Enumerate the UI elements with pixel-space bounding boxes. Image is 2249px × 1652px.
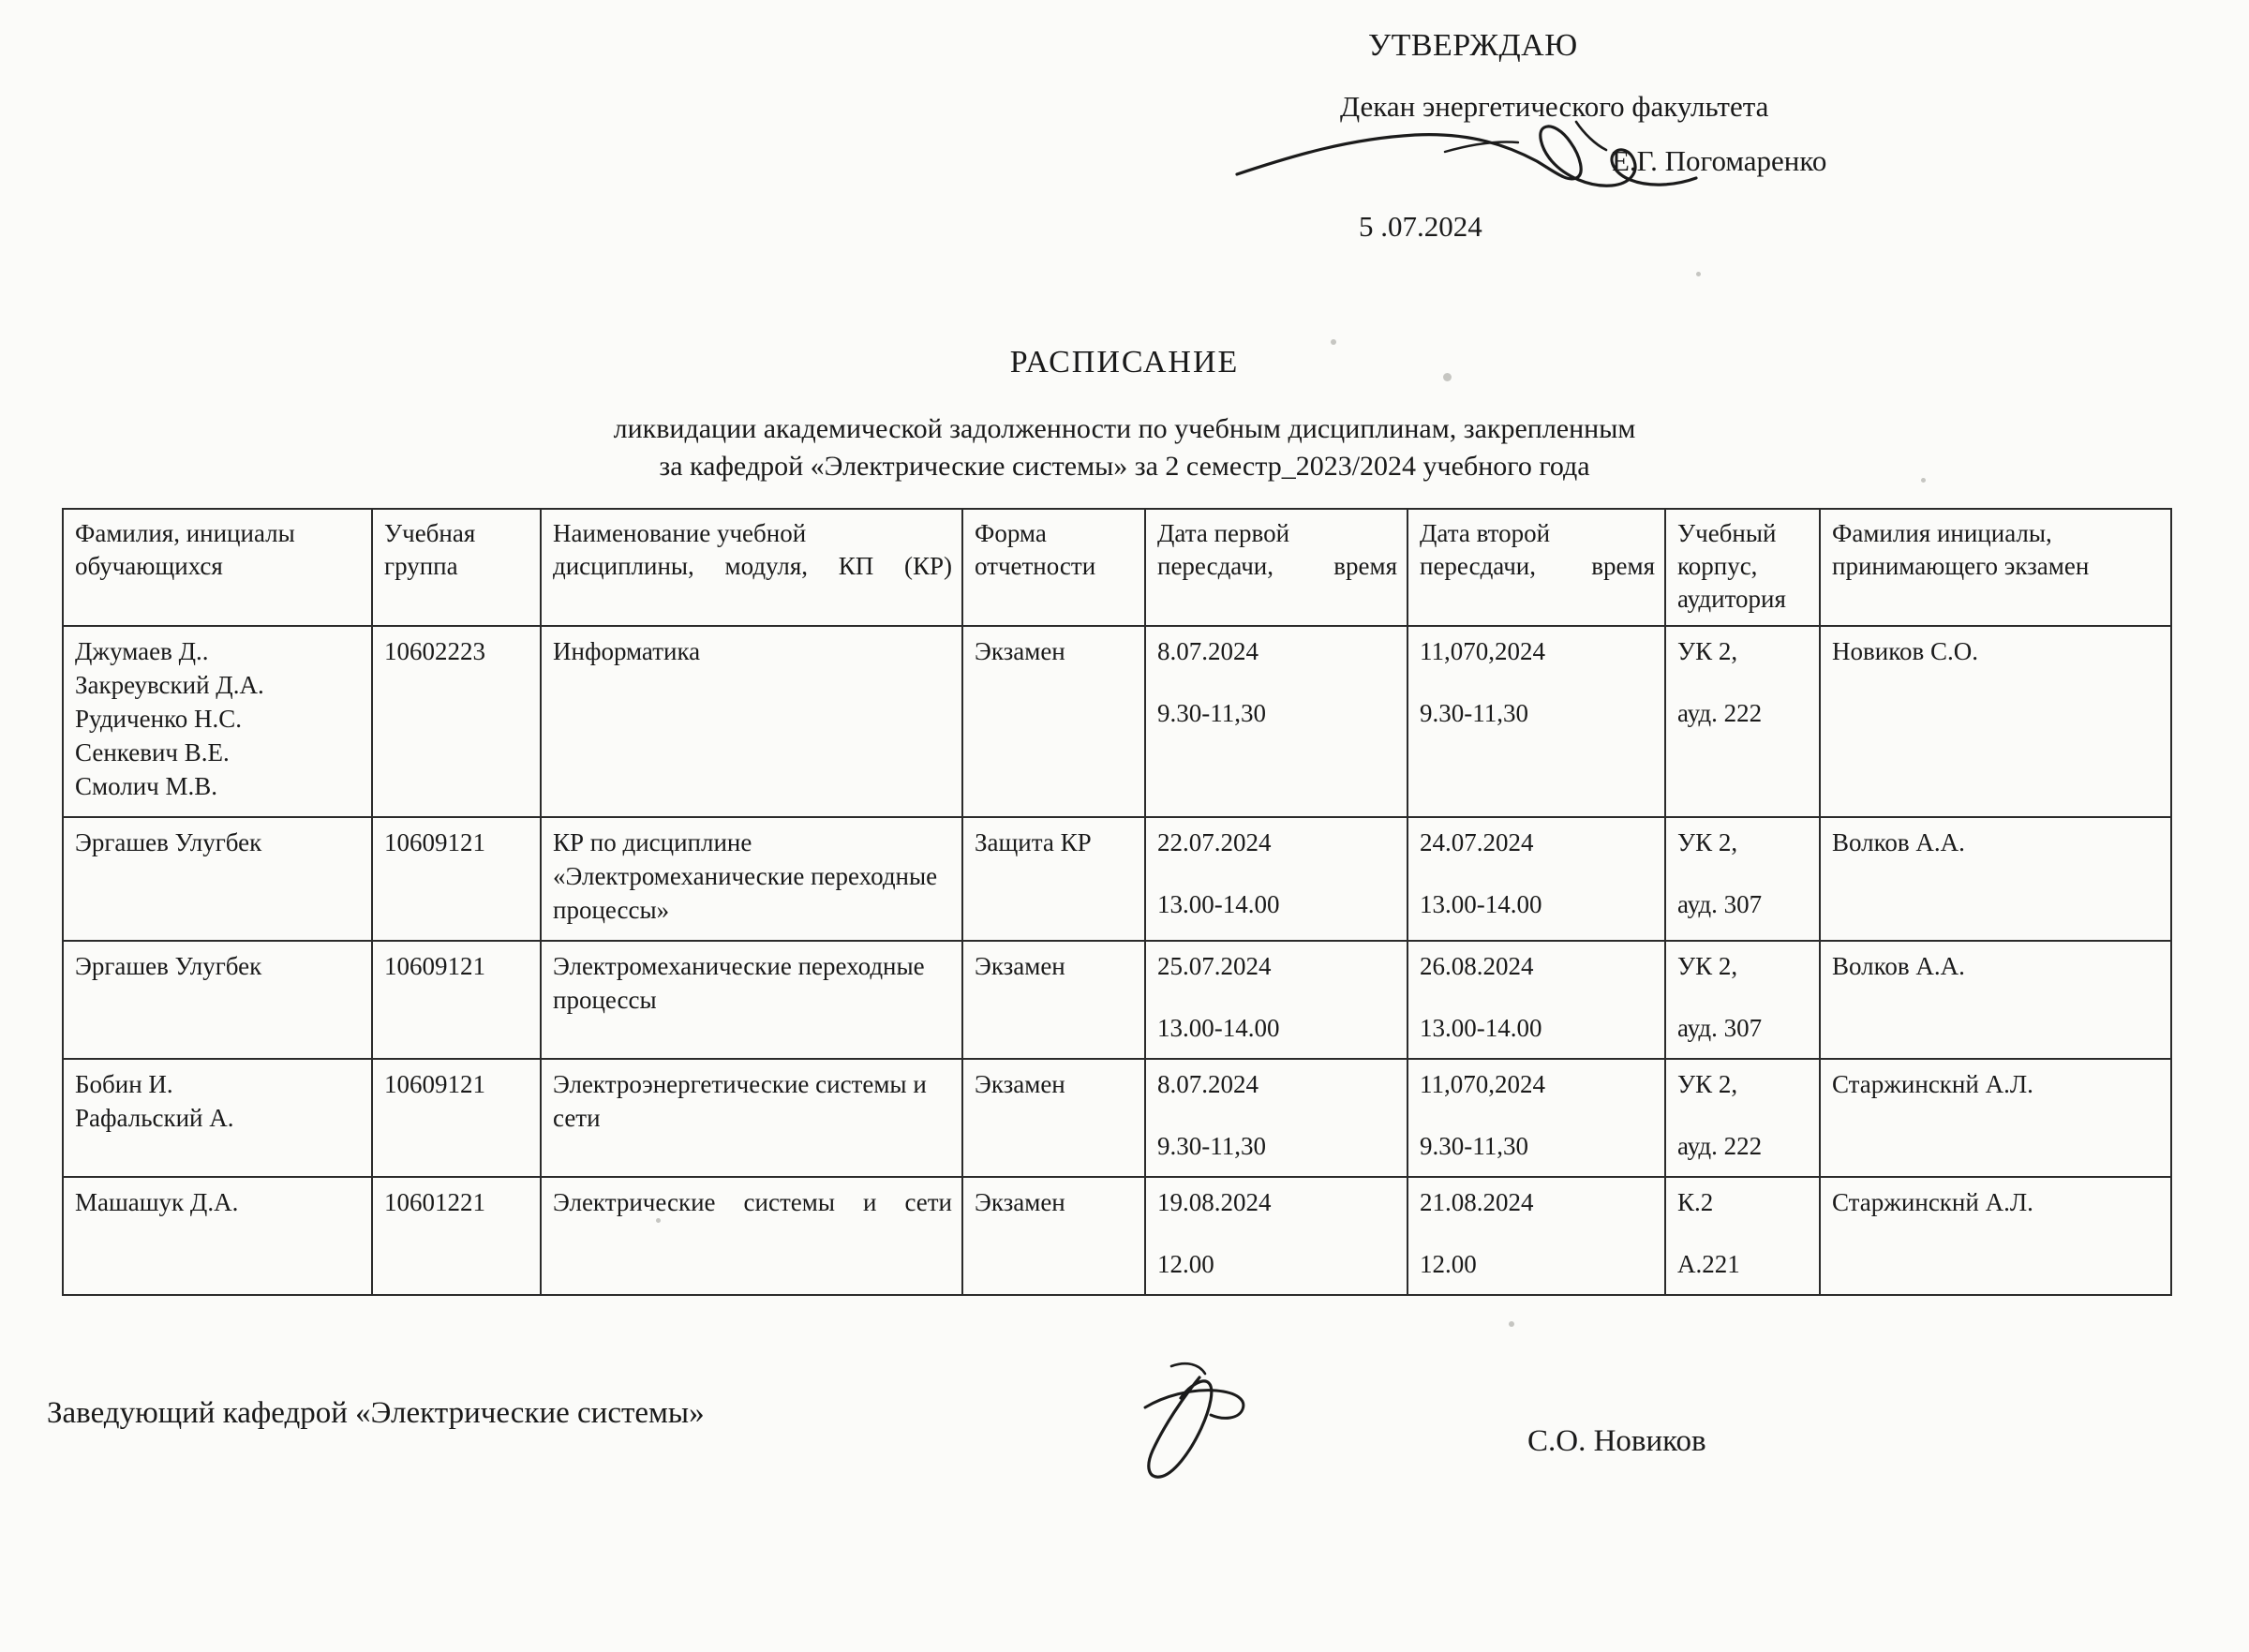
cell-form: Экзамен: [962, 941, 1145, 1059]
scan-speck: [1921, 478, 1926, 483]
room-value: ауд. 222: [1677, 1132, 1763, 1160]
cell-students: Машашук Д.А.: [63, 1177, 372, 1295]
col-header-discipline: Наименование учебной дисциплины, модуля, КП (КР): [541, 509, 962, 626]
student-name: Смолич М.В.: [75, 772, 218, 800]
col-header-date1: Дата первой пересдачи, время: [1145, 509, 1407, 626]
cell-discipline: Электромеханические переходные процессы: [541, 941, 962, 1059]
time-value: 13.00-14.00: [1420, 1014, 1542, 1042]
student-name: Рудиченко Н.С.: [75, 705, 243, 733]
scan-speck: [1696, 272, 1701, 276]
table-row: [63, 817, 2171, 941]
col-header-date2: Дата второй пересдачи, время: [1407, 509, 1665, 626]
cell-discipline: Электрические системы и сети: [541, 1177, 962, 1295]
cell-students: [63, 1059, 372, 1177]
subtitle-line-2: за кафедрой «Электрические системы» за 2 семестр_2023/2024 учебного года: [659, 451, 1590, 482]
cell-date1: [1145, 941, 1407, 1059]
student-name: Джумаев Д..: [75, 637, 209, 665]
scan-speck: [1331, 339, 1336, 345]
cell-examiner: Волков А.А.: [1820, 941, 2171, 1059]
scan-speck: [1509, 1321, 1514, 1327]
cell-date1: [1145, 1177, 1407, 1295]
approval-date: 5 .07.2024: [1359, 210, 1482, 243]
page-title: РАСПИСАНИЕ: [1009, 345, 1240, 380]
cell-examiner: Новиков С.О.: [1820, 626, 2171, 817]
student-name: Бобин И.: [75, 1070, 173, 1098]
cell-students: Эргашев Улугбек: [63, 817, 372, 941]
room-value: ауд. 307: [1677, 1014, 1763, 1042]
scan-speck: [656, 1218, 661, 1223]
approval-block: [1340, 28, 2183, 244]
date-value: 21.08.2024: [1420, 1188, 1534, 1216]
department-head-name: С.О. Новиков: [1527, 1424, 1706, 1458]
time-value: 13.00-14.00: [1157, 1014, 1280, 1042]
date-value: 8.07.2024: [1157, 637, 1259, 665]
cell-date2: [1407, 817, 1665, 941]
head-signature-icon: [1059, 1359, 1359, 1490]
col-header-group: Учебная группа: [372, 509, 541, 626]
department-head-label: Заведующий кафедрой «Электрические системы»: [47, 1396, 705, 1430]
cell-group: 10602223: [372, 626, 541, 817]
time-value: 9.30-11,30: [1157, 699, 1266, 727]
date-value: 22.07.2024: [1157, 828, 1272, 856]
cell-examiner: Старжинскнй А.Л.: [1820, 1177, 2171, 1295]
cell-building: [1665, 626, 1820, 817]
cell-examiner: Волков А.А.: [1820, 817, 2171, 941]
time-value: 9.30-11,30: [1157, 1132, 1266, 1160]
cell-date1: [1145, 626, 1407, 817]
col-header-form: Форма отчетности: [962, 509, 1145, 626]
date-value: 8.07.2024: [1157, 1070, 1259, 1098]
approval-label: УТВЕРЖДАЮ: [1368, 28, 1578, 63]
student-name: Рафальский А.: [75, 1104, 234, 1132]
date-value: 19.08.2024: [1157, 1188, 1272, 1216]
cell-building: [1665, 941, 1820, 1059]
cell-group: 10601221: [372, 1177, 541, 1295]
building-value: УК 2,: [1677, 637, 1738, 665]
cell-discipline: КР по дисциплине «Электромеханические переходные процессы»: [541, 817, 962, 941]
cell-group: 10609121: [372, 941, 541, 1059]
cell-form: Защита КР: [962, 817, 1145, 941]
student-name: Сенкевич В.Е.: [75, 738, 230, 766]
col-header-examiner: Фамилия инициалы, принимающего экзамен: [1820, 509, 2171, 626]
building-value: УК 2,: [1677, 952, 1738, 980]
date-value: 11,070,2024: [1420, 637, 1545, 665]
table-row: [63, 941, 2171, 1059]
date-value: 25.07.2024: [1157, 952, 1272, 980]
time-value: 12.00: [1420, 1250, 1477, 1278]
building-value: УК 2,: [1677, 1070, 1738, 1098]
cell-date1: [1145, 1059, 1407, 1177]
col-header-building: Учебный корпус, аудитория: [1665, 509, 1820, 626]
cell-building: [1665, 1059, 1820, 1177]
cell-group: 10609121: [372, 817, 541, 941]
cell-students: [63, 626, 372, 817]
subtitle-line-1: ликвидации академической задолженности по учебным дисциплинам, закрепленным: [613, 413, 1636, 444]
cell-building: [1665, 1177, 1820, 1295]
schedule-table: [62, 508, 2172, 1296]
cell-date2: [1407, 1177, 1665, 1295]
dean-line: Декан энергетического факультета: [1340, 90, 1769, 123]
cell-examiner: Старжинскнй А.Л.: [1820, 1059, 2171, 1177]
time-value: 9.30-11,30: [1420, 699, 1528, 727]
time-value: 9.30-11,30: [1420, 1132, 1528, 1160]
dean-signature-area: [1340, 124, 2183, 204]
cell-date1: [1145, 817, 1407, 941]
scan-speck: [1443, 373, 1452, 381]
time-value: 13.00-14.00: [1420, 890, 1542, 918]
dean-name: Е.Г. Погомаренко: [1612, 144, 1827, 177]
cell-date2: [1407, 1059, 1665, 1177]
cell-discipline: Информатика: [541, 626, 962, 817]
cell-form: Экзамен: [962, 1059, 1145, 1177]
cell-students: Эргашев Улугбек: [63, 941, 372, 1059]
room-value: ауд. 222: [1677, 699, 1763, 727]
cell-discipline: Электроэнергетические системы и сети: [541, 1059, 962, 1177]
page-subtitle: [0, 410, 2249, 485]
cell-form: Экзамен: [962, 1177, 1145, 1295]
table-row: [63, 1177, 2171, 1295]
schedule-table-wrapper: [62, 508, 2170, 1296]
date-value: 11,070,2024: [1420, 1070, 1545, 1098]
time-value: 12.00: [1157, 1250, 1214, 1278]
cell-group: 10609121: [372, 1059, 541, 1177]
cell-date2: [1407, 626, 1665, 817]
col-header-students: Фамилия, инициалы обучающихся: [63, 509, 372, 626]
cell-date2: [1407, 941, 1665, 1059]
cell-form: Экзамен: [962, 626, 1145, 817]
table-row: [63, 1059, 2171, 1177]
date-value: 26.08.2024: [1420, 952, 1534, 980]
cell-building: [1665, 817, 1820, 941]
building-value: УК 2,: [1677, 828, 1738, 856]
table-header-row: [63, 509, 2171, 626]
time-value: 13.00-14.00: [1157, 890, 1280, 918]
building-value: К.2: [1677, 1188, 1714, 1216]
table-row: [63, 626, 2171, 817]
student-name: Закреувский Д.А.: [75, 671, 264, 699]
date-value: 24.07.2024: [1420, 828, 1534, 856]
room-value: ауд. 307: [1677, 890, 1763, 918]
room-value: А.221: [1677, 1250, 1740, 1278]
